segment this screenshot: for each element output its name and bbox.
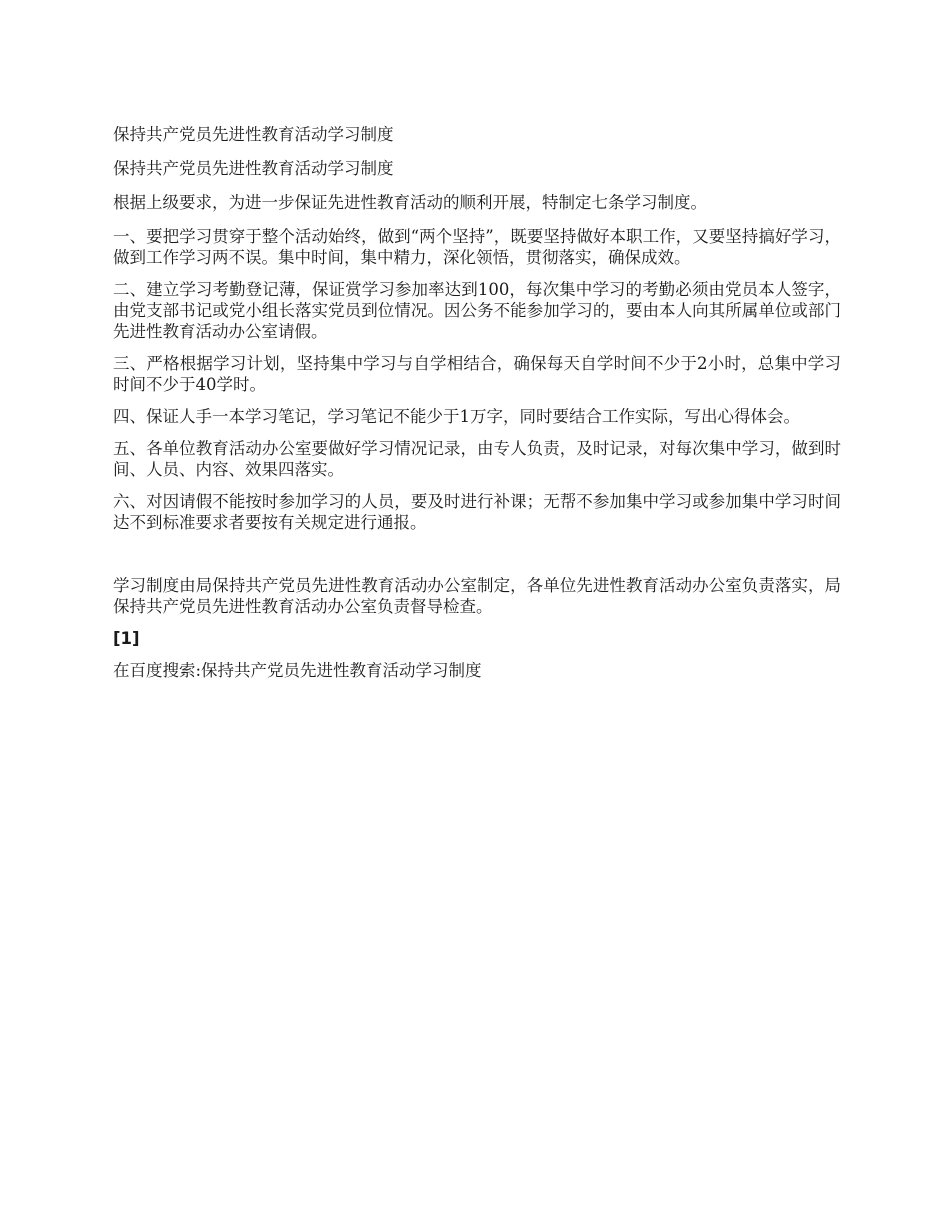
intro-paragraph: 根据上级要求，为进一步保证先进性教育活动的顺利开展，特制定七条学习制度。 xyxy=(113,193,707,212)
rule-paragraph-1: 一、要把学习贯穿于整个活动始终，做到“两个坚持”，既要坚持做好本职工作，又要坚持搞好学习，做到工作学习两不误。集中时间，集中精力，深化领悟，贯彻落实，确保成效。 xyxy=(113,227,841,267)
rule-paragraph-6: 六、对因请假不能按时参加学习的人员，要及时进行补课；无帮不参加集中学习或参加集中学习时间达不到标准要求者要按有关规定进行通报。 xyxy=(113,492,841,532)
paragraph-spacer xyxy=(113,544,841,575)
rule-paragraph-2: 二、建立学习考勤登记薄，保证赏学习参加率达到100，每次集中学习的考勤必须由党员本人签字，由党支部书记或党小组长落实党员到位情况。因公务不能参加学习的，要由本人向其所属单位或部门先进性教育活动办公室请假。 xyxy=(113,280,841,341)
reference-marker: [1] xyxy=(113,629,140,648)
document-title: 保持共产党员先进性教育活动学习制度 xyxy=(113,125,394,144)
document-subtitle: 保持共产党员先进性教育活动学习制度 xyxy=(113,159,394,178)
rule-paragraph-4: 四、保证人手一本学习笔记，学习笔记不能少于1万字，同时要结合工作实际，写出心得体会。 xyxy=(113,407,800,426)
rule-paragraph-5: 五、各单位教育活动办公室要做好学习情况记录，由专人负责，及时记录，对每次集中学习，做到时间、人员、内容、效果四落实。 xyxy=(113,439,841,479)
search-line: 在百度搜索:保持共产党员先进性教育活动学习制度 xyxy=(113,661,482,680)
document-body xyxy=(113,124,841,694)
closing-paragraph: 学习制度由局保持共产党员先进性教育活动办公室制定，各单位先进性教育活动办公室负责落实，局保持共产党员先进性教育活动办公室负责督导检查。 xyxy=(113,576,841,616)
rule-paragraph-3: 三、严格根据学习计划，坚持集中学习与自学相结合，确保每天自学时间不少于2小时，总集中学习时间不少于40学时。 xyxy=(113,354,841,394)
